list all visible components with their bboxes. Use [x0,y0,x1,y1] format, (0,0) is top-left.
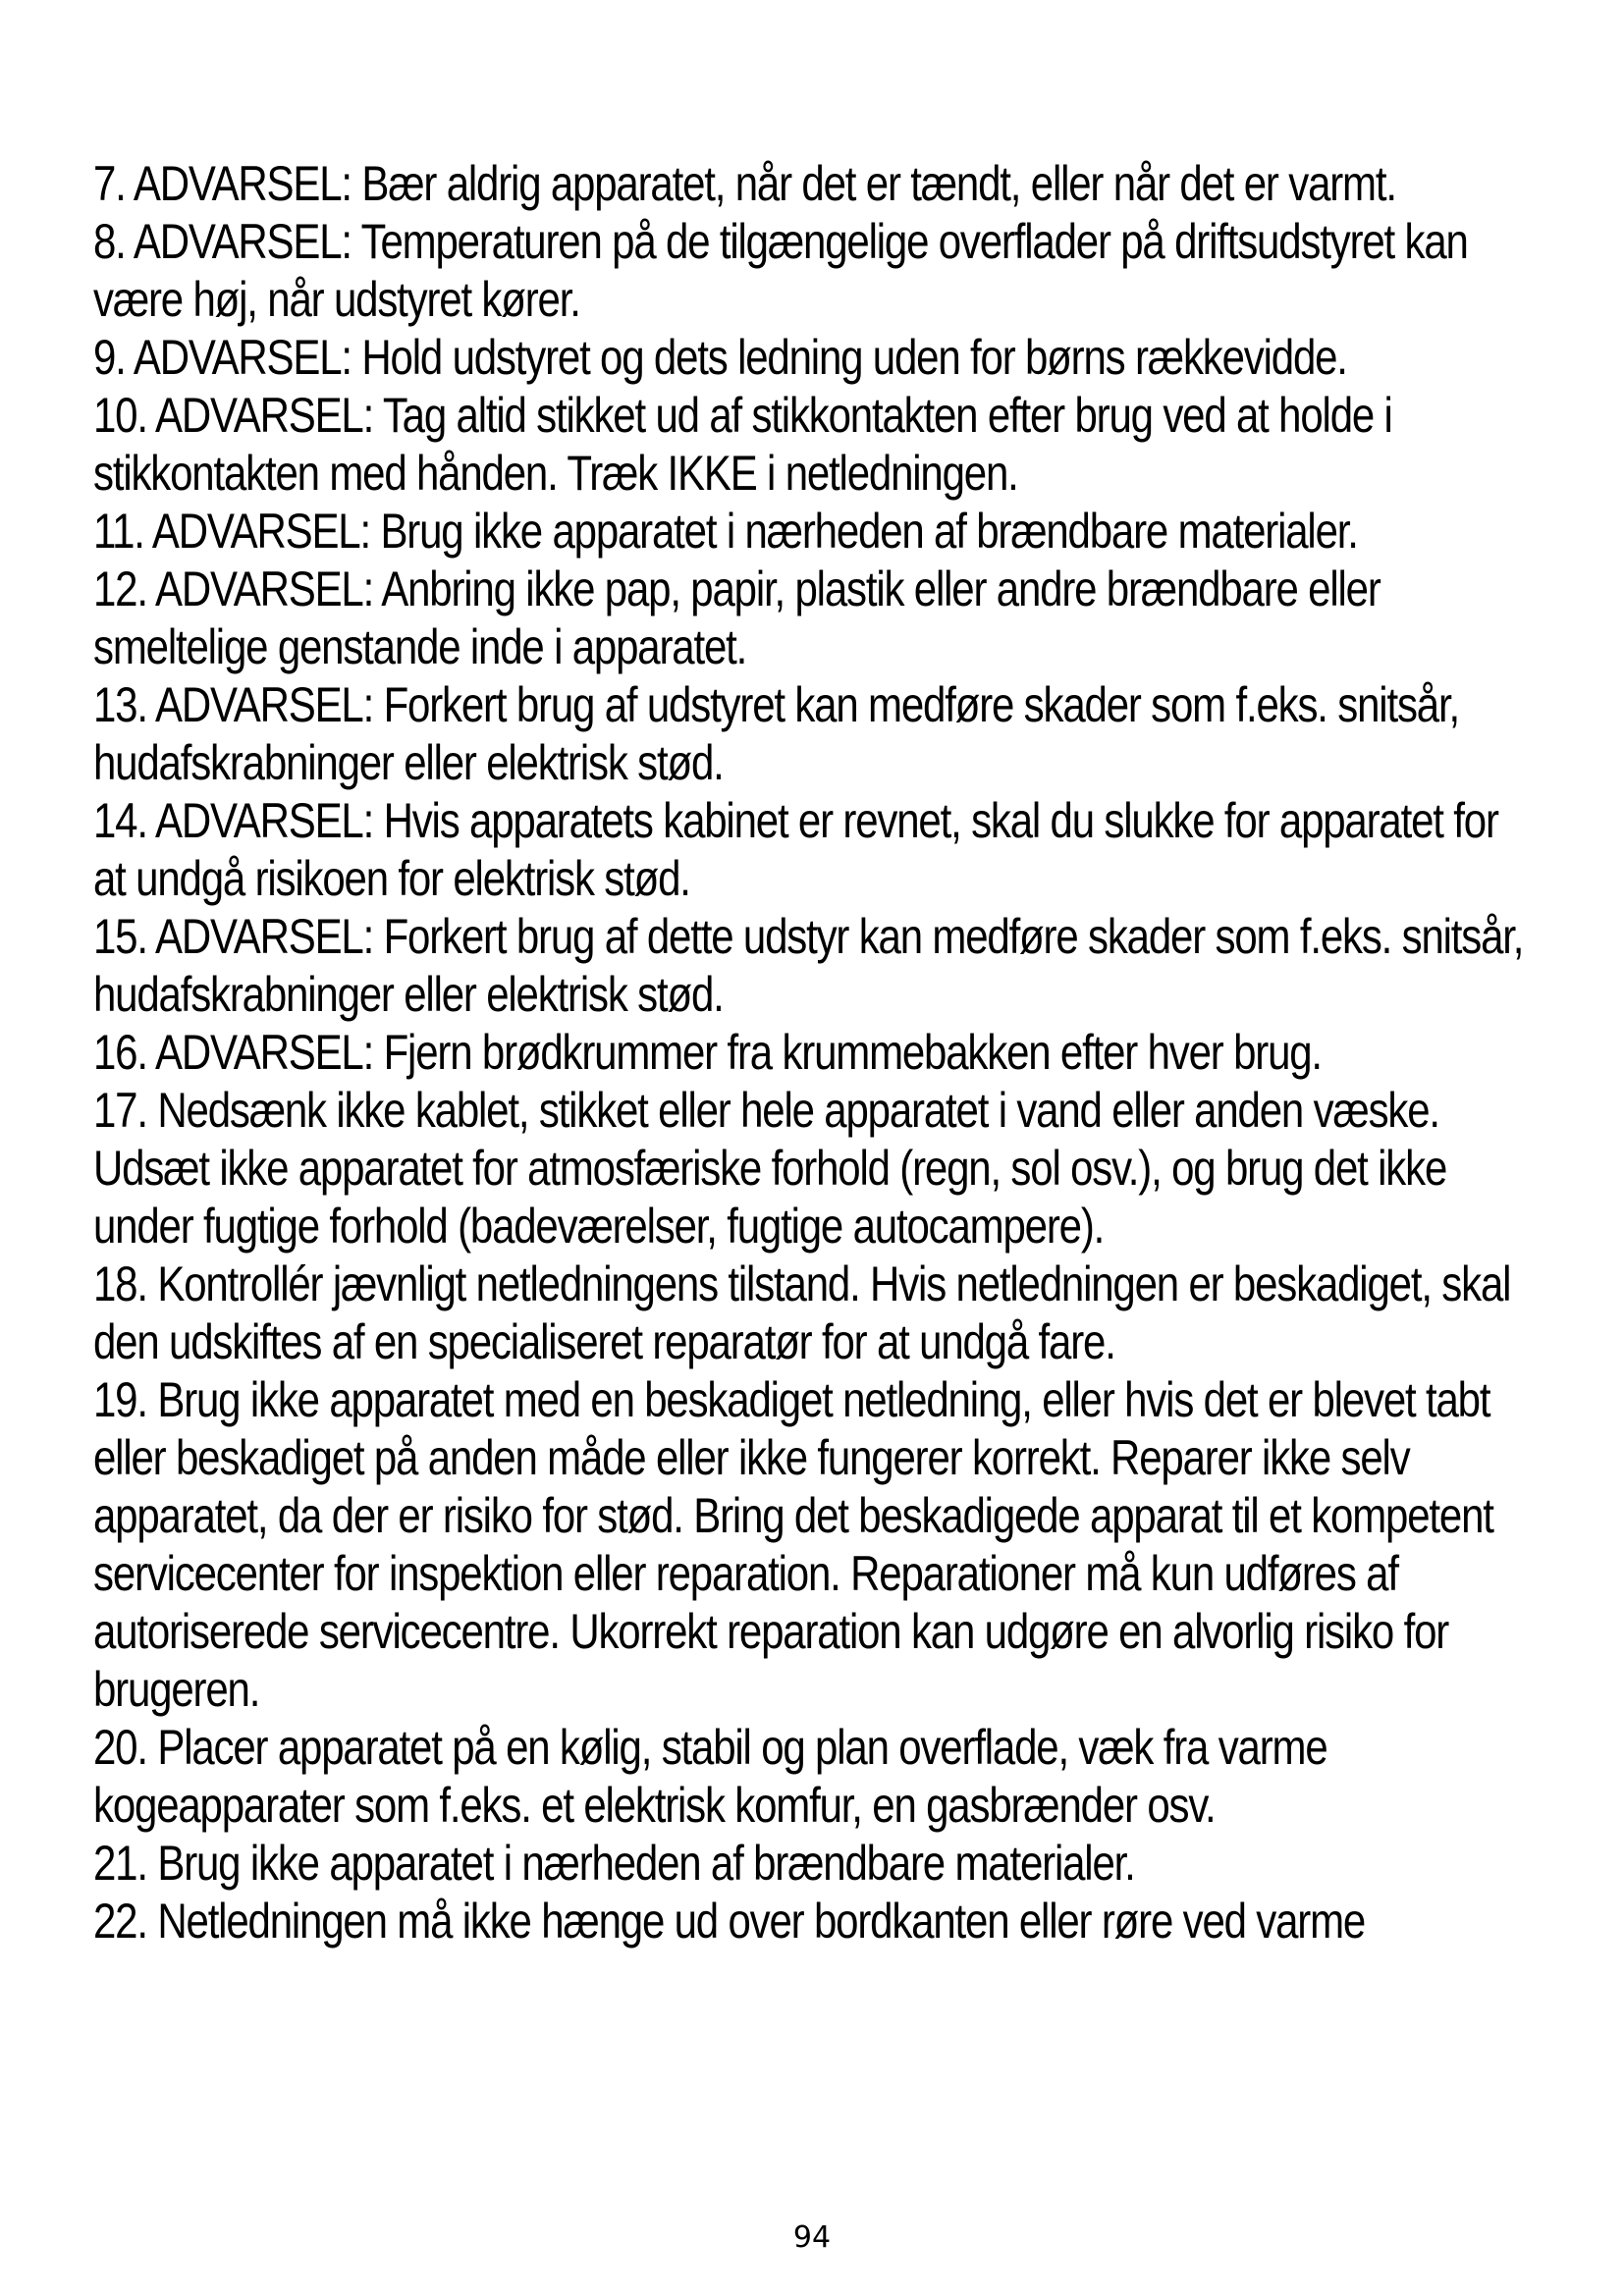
instruction-item-12: 12. ADVARSEL: Anbring ikke pap, papir, plastik eller andre brændbare eller smeltelige genstande inde i apparatet. [93,561,1380,674]
instruction-item-9: 9. ADVARSEL: Hold udstyret og dets ledning uden for børns rækkevidde. [93,330,1347,385]
instruction-item-11: 11. ADVARSEL: Brug ikke apparatet i nærheden af brændbare materialer. [93,504,1358,559]
instruction-item-22: 22. Netledningen må ikke hænge ud over bordkanten eller røre ved varme [93,1894,1366,1949]
instruction-item-15: 15. ADVARSEL: Forkert brug af dette udstyr kan medføre skader som f.eks. snitsår, hudafskrabninger eller elektrisk stød. [93,909,1524,1022]
instruction-item-21: 21. Brug ikke apparatet i nærheden af brændbare materialer. [93,1836,1135,1891]
safety-instructions-list [93,155,1537,1950]
page-number: 94 [792,2220,832,2255]
instruction-item-10: 10. ADVARSEL: Tag altid stikket ud af stikkontakten efter brug ved at holde i stikkontakten med hånden. Træk IKKE i netledningen. [93,388,1392,501]
instruction-item-19: 19. Brug ikke apparatet med en beskadiget netledning, eller hvis det er blevet tabt eller beskadiget på anden måde eller ikke fungerer korrekt. Reparer ikke selv apparatet, da der er risiko for stød. Bring det beskadigede apparat til et kompetent servicecenter for inspektion eller reparation. Reparationer må kun udføres af autoriserede servicecentre. Ukorrekt reparation kan udgøre en alvorlig risiko for brugeren. [93,1372,1493,1717]
instruction-item-18: 18. Kontrollér jævnligt netledningens tilstand. Hvis netledningen er beskadiget, skal den udskiftes af en specialiseret reparatør for at undgå fare. [93,1256,1511,1369]
instruction-item-16: 16. ADVARSEL: Fjern brødkrummer fra krummebakken efter hver brug. [93,1025,1322,1080]
instruction-item-8: 8. ADVARSEL: Temperaturen på de tilgængelige overflader på driftsudstyret kan være høj, når udstyret kører. [93,214,1468,327]
instruction-item-7: 7. ADVARSEL: Bær aldrig apparatet, når det er tændt, eller når det er varmt. [93,156,1396,211]
instruction-item-13: 13. ADVARSEL: Forkert brug af udstyret kan medføre skader som f.eks. snitsår, hudafskrabninger eller elektrisk stød. [93,677,1459,790]
instruction-item-17: 17. Nedsænk ikke kablet, stikket eller hele apparatet i vand eller anden væske. Udsæt ikke apparatet for atmosfæriske forhold (regn, sol osv.), og brug det ikke under fugtige forhold (badeværelser, fugtige autocampere). [93,1083,1447,1254]
instruction-item-20: 20. Placer apparatet på en kølig, stabil og plan overflade, væk fra varme kogeapparater som f.eks. et elektrisk komfur, en gasbrænder osv. [93,1720,1327,1833]
instruction-item-14: 14. ADVARSEL: Hvis apparatets kabinet er revnet, skal du slukke for apparatet for at undgå risikoen for elektrisk stød. [93,793,1498,906]
